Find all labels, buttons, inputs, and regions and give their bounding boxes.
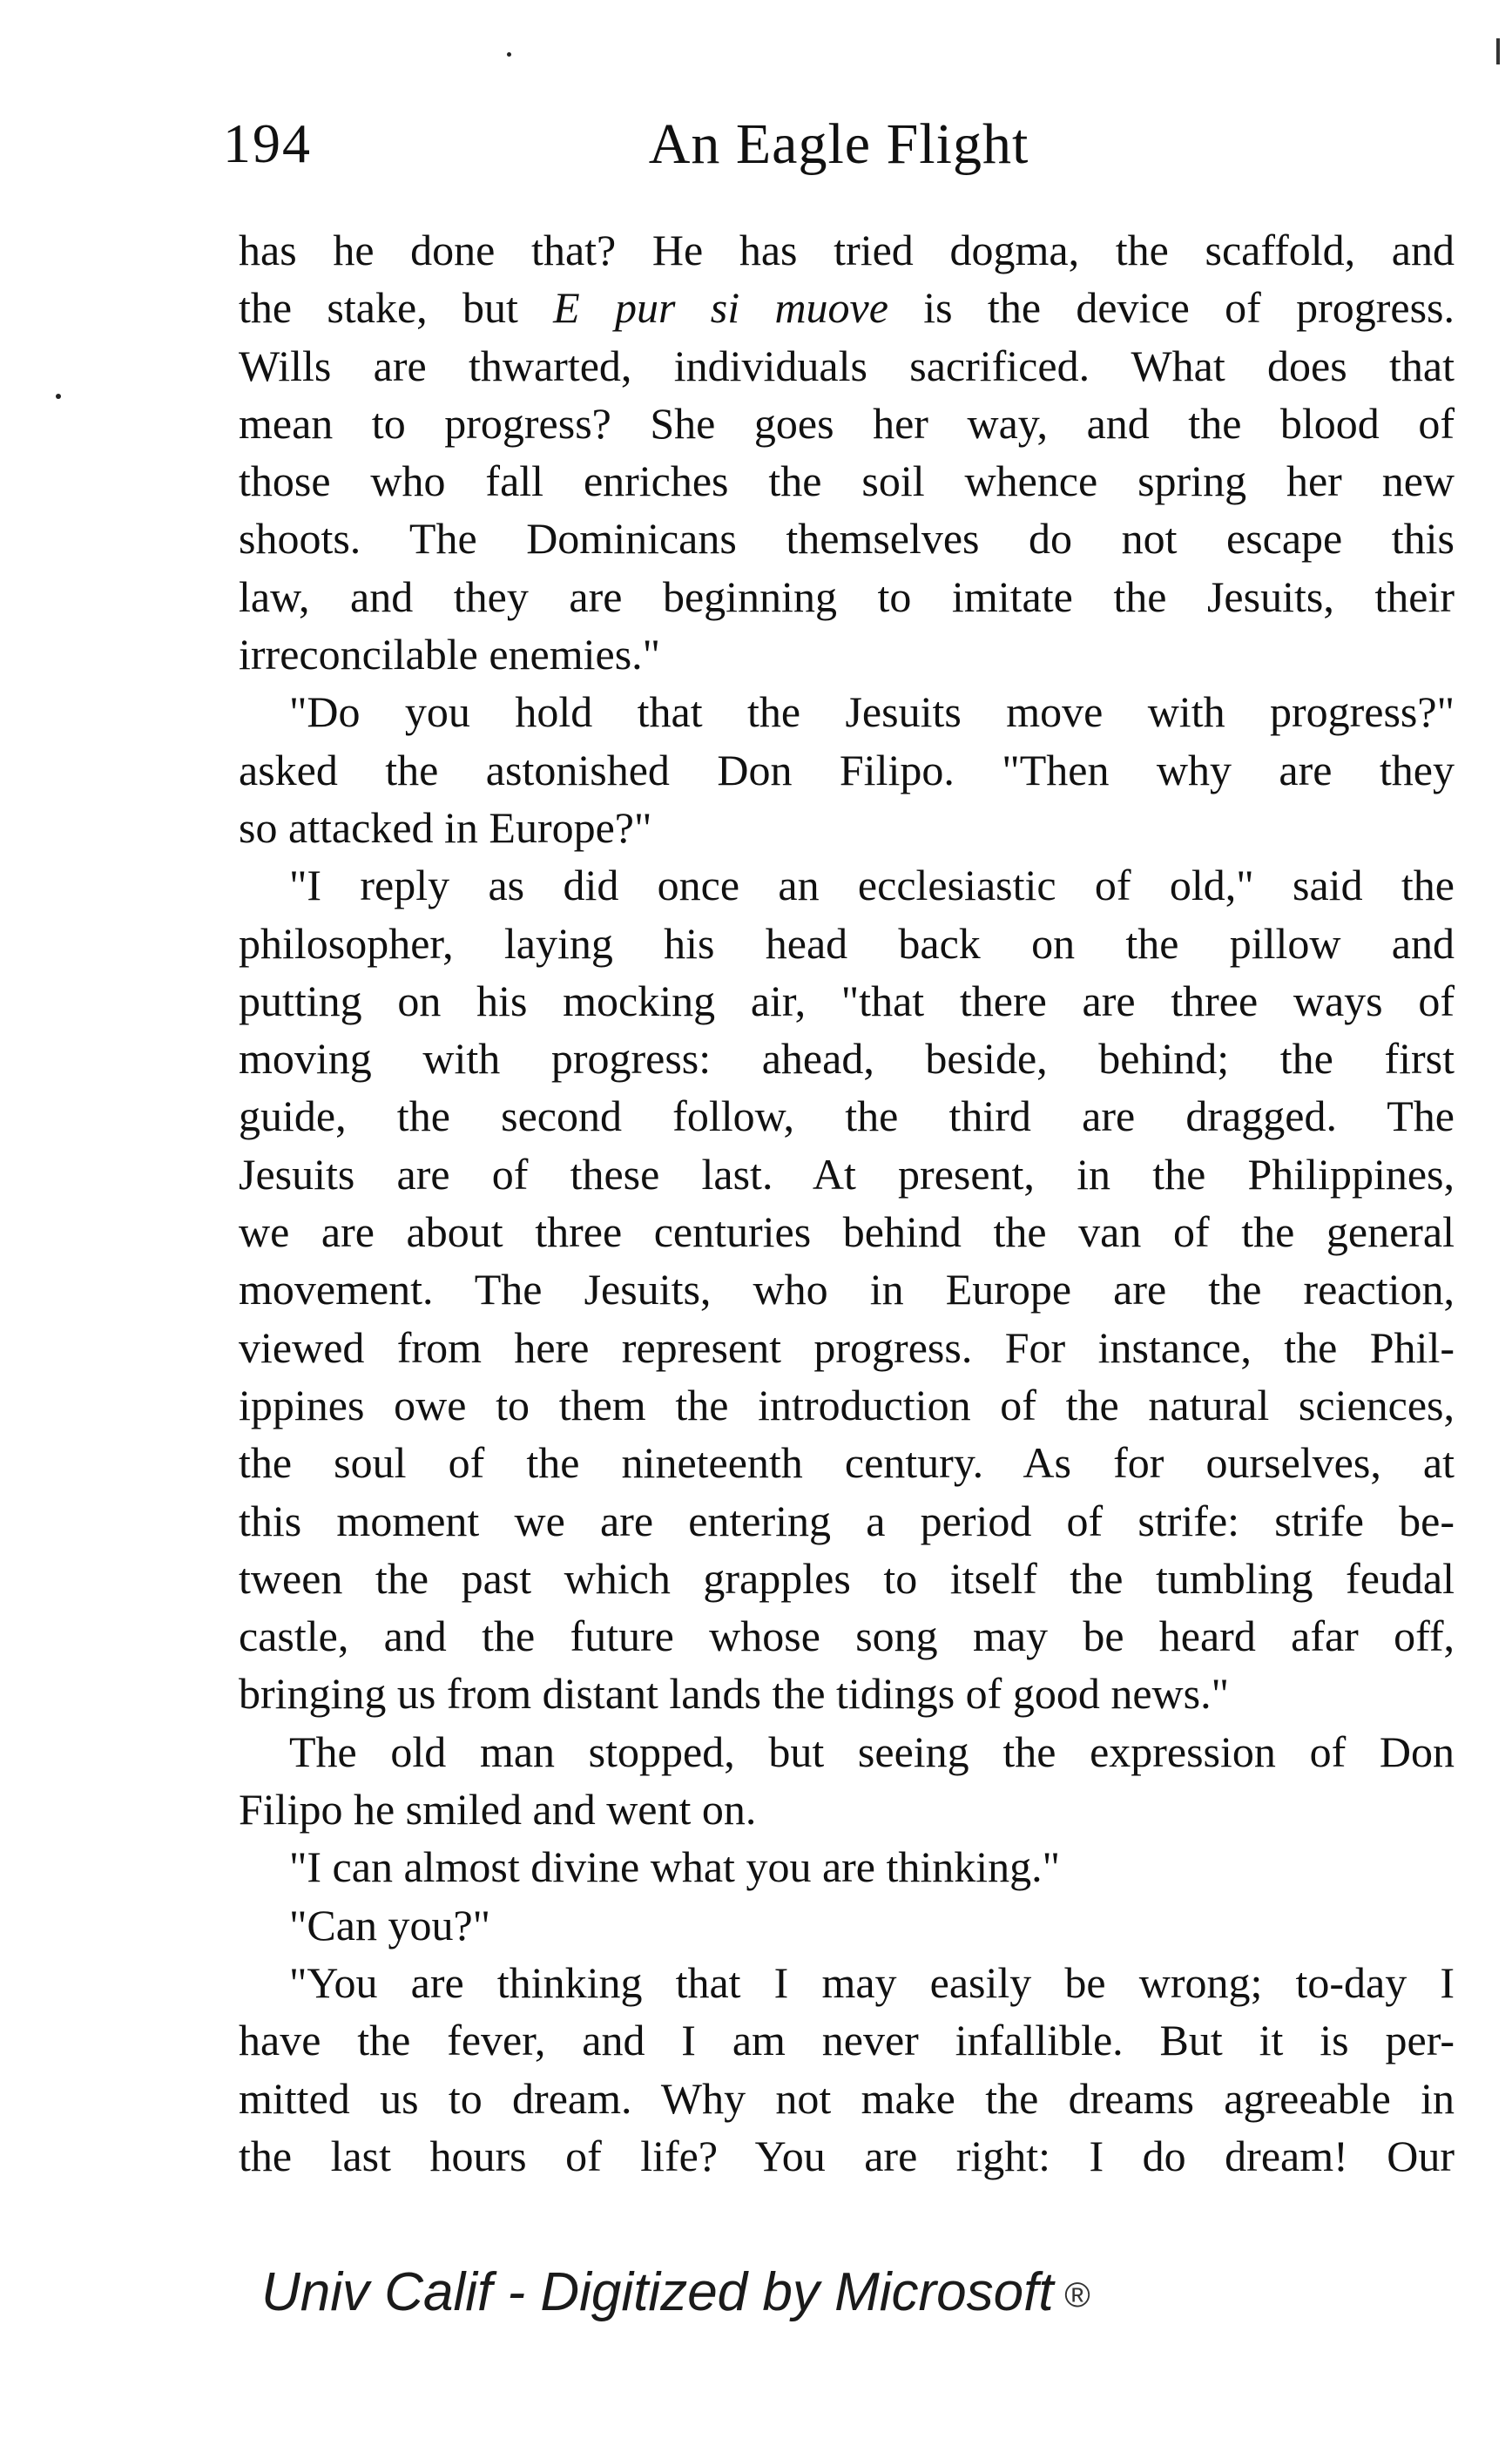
text-segment: viewed from here represent progress. For instance, the Phil- bbox=[239, 1322, 1455, 1372]
scan-speck bbox=[56, 394, 61, 399]
text-segment: has he done that? He has tried dogma, the scaffold, and bbox=[239, 226, 1455, 274]
text-segment: castle, and the future whose song may be heard afar off, bbox=[239, 1612, 1455, 1661]
text-segment: mitted us to dream. Why not make the dreams agreeable in bbox=[239, 2073, 1455, 2123]
text-line bbox=[239, 1376, 1455, 1434]
text-segment: Wills are thwarted, individuals sacrificed. What does that bbox=[239, 341, 1455, 390]
text-segment: mean to progress? She goes her way, and the blood of bbox=[239, 398, 1455, 448]
text-segment: law, and they are beginning to imitate the Jesuits, their bbox=[239, 571, 1455, 621]
text-line bbox=[239, 1838, 1455, 1895]
text-segment: this moment we are entering a period of strife: strife be- bbox=[239, 1496, 1455, 1545]
text-segment: "I can almost divine what you are thinking." bbox=[289, 1842, 1061, 1892]
text-line bbox=[239, 2070, 1455, 2127]
text-line bbox=[239, 1780, 1455, 1838]
text-line bbox=[239, 741, 1455, 799]
text-segment: so attacked in Europe?" bbox=[239, 802, 652, 852]
text-line bbox=[239, 915, 1455, 972]
text-line bbox=[239, 1434, 1455, 1491]
text-segment: putting on his mocking air, "that there are three ways of bbox=[239, 976, 1455, 1025]
text-line bbox=[239, 1260, 1455, 1318]
text-line bbox=[239, 1723, 1455, 1780]
text-line bbox=[239, 279, 1455, 336]
text-segment: bringing us from distant lands the tidings of good news." bbox=[239, 1669, 1229, 1719]
text-line bbox=[239, 1665, 1455, 1722]
text-line bbox=[239, 2127, 1455, 2185]
text-segment: we are about three centuries behind the van of the general bbox=[239, 1207, 1455, 1257]
text-segment: "Do you hold that the Jesuits move with progress?" bbox=[289, 687, 1455, 737]
text-line bbox=[239, 1030, 1455, 1087]
text-segment: Jesuits are of these last. At present, in the Philippines, bbox=[239, 1149, 1455, 1199]
text-line bbox=[239, 568, 1455, 625]
text-line bbox=[239, 1896, 1455, 1954]
text-segment: the soul of the nineteenth century. As for ourselves, at bbox=[239, 1438, 1455, 1488]
text-line bbox=[239, 972, 1455, 1030]
text-line bbox=[239, 2011, 1455, 2069]
text-segment: philosopher, laying his head back on the pillow and bbox=[239, 918, 1455, 968]
body-text bbox=[239, 221, 1455, 2185]
running-title: An Eagle Flight bbox=[648, 112, 1029, 176]
italic-phrase: E pur si muove bbox=[553, 283, 888, 333]
text-line bbox=[239, 625, 1455, 683]
text-segment: the last hours of life? You are right: I do dream! Our bbox=[239, 2131, 1455, 2180]
text-segment: Filipo he smiled and went on. bbox=[239, 1785, 757, 1834]
text-segment: have the fever, and I am never infallible. But it is per- bbox=[239, 2016, 1455, 2065]
text-line bbox=[239, 1492, 1455, 1550]
text-segment: tween the past which grapples to itself the tumbling feudal bbox=[239, 1553, 1455, 1603]
text-line bbox=[239, 799, 1455, 856]
text-segment: guide, the second follow, the third are dragged. The bbox=[239, 1091, 1455, 1141]
text-line bbox=[239, 452, 1455, 510]
scan-speck bbox=[507, 52, 511, 57]
text-line bbox=[239, 1087, 1455, 1145]
text-segment: movement. The Jesuits, who in Europe are the reaction, bbox=[239, 1265, 1455, 1314]
text-line bbox=[239, 510, 1455, 567]
text-segment: "You are thinking that I may easily be wrong; to-day I bbox=[289, 1957, 1455, 2007]
text-line bbox=[239, 1319, 1455, 1376]
microsoft-logo-icon: ® bbox=[1063, 2276, 1090, 2315]
text-segment: "Can you?" bbox=[289, 1900, 491, 1949]
text-segment: shoots. The Dominicans themselves do not escape this bbox=[239, 514, 1455, 564]
text-line bbox=[239, 683, 1455, 740]
page-header bbox=[223, 111, 1455, 190]
text-segment: the stake, but bbox=[239, 283, 554, 333]
text-line bbox=[239, 221, 1455, 279]
text-segment: those who fall enriches the soil whence spring her new bbox=[239, 456, 1455, 506]
text-line bbox=[239, 395, 1455, 452]
text-line bbox=[239, 1145, 1455, 1203]
digitization-watermark bbox=[261, 2261, 1306, 2323]
scan-edge-mark bbox=[1496, 38, 1500, 64]
text-segment: is the device of progress. bbox=[888, 283, 1455, 333]
text-line bbox=[239, 1550, 1455, 1607]
text-line bbox=[239, 856, 1455, 914]
text-segment: "I reply as did once an ecclesiastic of old," said the bbox=[289, 861, 1455, 910]
text-segment: ippines owe to them the introduction of the natural sciences, bbox=[239, 1380, 1455, 1429]
text-segment: irreconcilable enemies." bbox=[239, 630, 661, 679]
text-line bbox=[239, 1203, 1455, 1260]
text-segment: moving with progress: ahead, beside, behind; the first bbox=[239, 1034, 1455, 1084]
text-segment: The old man stopped, but seeing the expression of Don bbox=[289, 1726, 1455, 1776]
page-number: 194 bbox=[223, 112, 312, 174]
text-segment: asked the astonished Don Filipo. "Then why are they bbox=[239, 745, 1455, 794]
text-line bbox=[239, 1607, 1455, 1665]
text-line bbox=[239, 337, 1455, 395]
text-line bbox=[239, 1954, 1455, 2011]
watermark-text: Univ Calif - Digitized by Microsoft bbox=[261, 2262, 1054, 2322]
